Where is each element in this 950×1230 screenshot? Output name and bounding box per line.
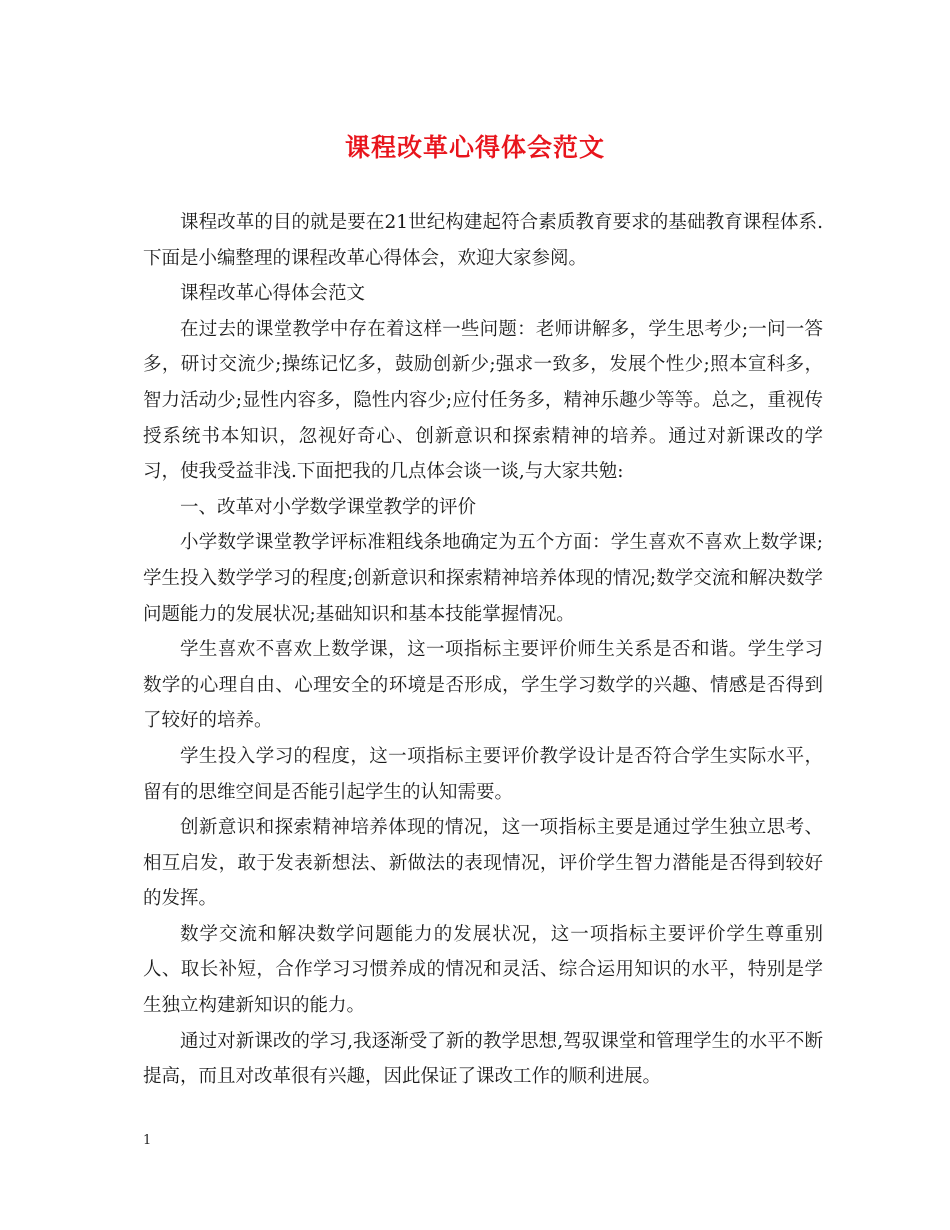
paragraph-subtitle: 课程改革心得体会范文 [180,283,366,305]
paragraph-criterion-1: 学生喜欢不喜欢上数学课，这一项指标主要评价师生关系是否和谐。学生学习数学的心理自由、心理安全的环境是否形成，学生学习数学的兴趣、情感是否得到了较好的培养。 [143,639,823,732]
paragraph-criterion-4: 数学交流和解决数学问题能力的发展状况，这一项指标主要评价学生尊重别人、取长补短，合作学习习惯养成的情况和灵活、综合运用知识的水平，特别是学生独立构建新知识的能力。 [143,923,823,1017]
paragraph-criterion-2: 学生投入学习的程度，这一项指标主要评价教学设计是否符合学生实际水平，留有的思维空间是否能引起学生的认知需要。 [143,745,823,803]
document-title: 课程改革心得体会范文 [344,133,605,162]
section-heading-1: 一、改革对小学数学课堂教学的评价 [180,496,477,518]
page-number: 1 [143,1133,152,1148]
paragraph-conclusion: 通过对新课改的学习,我逐渐受了新的教学思想,驾驭课堂和管理学生的水平不断提高，而且对改革很有兴趣，因此保证了课改工作的顺利进展。 [143,1030,823,1088]
paragraph-criterion-3: 创新意识和探索精神培养体现的情况，这一项指标主要是通过学生独立思考、相互启发，敢于发表新想法、新做法的表现情况，评价学生智力潜能是否得到较好的发挥。 [143,817,823,910]
paragraph-criteria: 小学数学课堂教学评标准粗线条地确定为五个方面：学生喜欢不喜欢上数学课;学生投入数学学习的程度;创新意识和探索精神培养体现的情况;数学交流和解决数学问题能力的发展状况;基础知识和基本技能掌握情况。 [143,532,823,625]
document-body [143,205,823,1095]
paragraph-intro: 课程改革的目的就是要在21世纪构建起符合素质教育要求的基础教育课程体系.下面是小编整理的课程改革心得体会，欢迎大家参阅。 [143,212,823,269]
paragraph-problems: 在过去的课堂教学中存在着这样一些问题：老师讲解多，学生思考少;一问一答多，研讨交流少;操练记忆多，鼓励创新少;强求一致多，发展个性少;照本宣科多，智力活动少;显性内容多，隐性内容少;应付任务多，精神乐趣少等等。总之，重视传授系统书本知识，忽视好奇心、创新意识和探索精神的培养。通过对新课改的学习，使我受益非浅.下面把我的几点体会谈一谈,与大家共勉: [143,318,823,483]
